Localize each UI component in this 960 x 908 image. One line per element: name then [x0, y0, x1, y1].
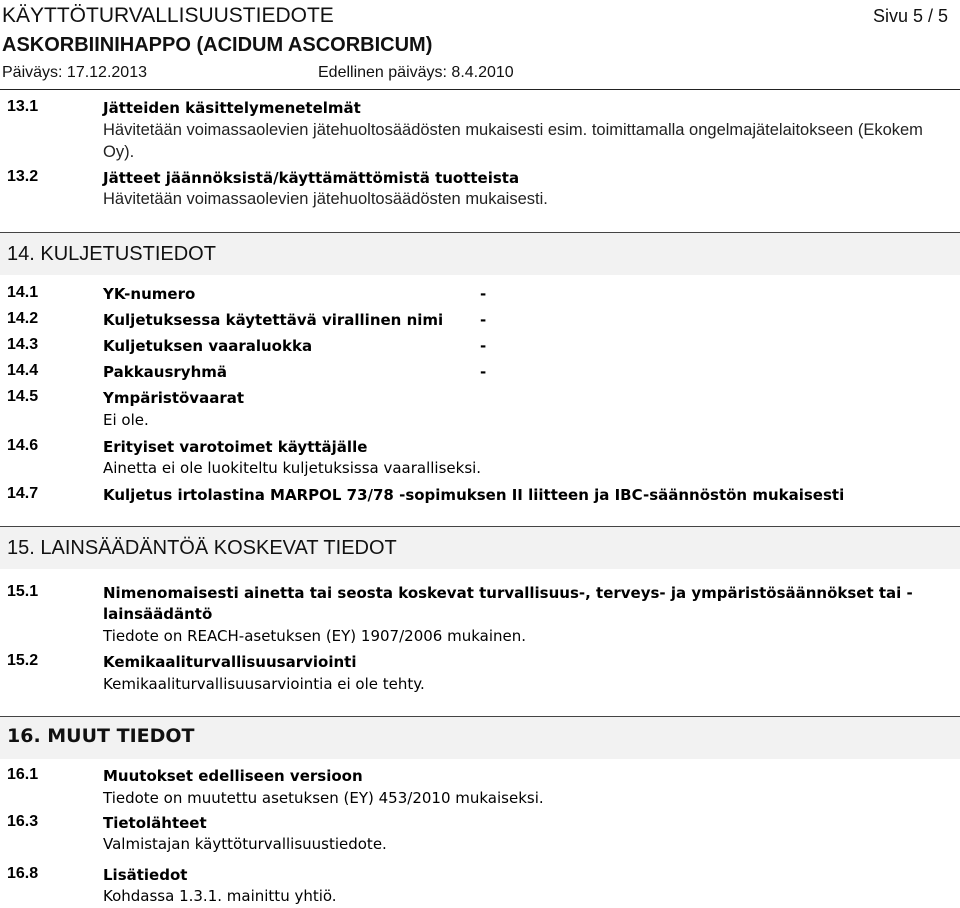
item-number: 13.1 — [7, 98, 39, 115]
substance-name: ASKORBIINIHAPPO (ACIDUM ASCORBICUM) — [2, 34, 433, 56]
item-number: 15.2 — [7, 652, 39, 669]
item-title: Jätteiden käsittelymenetelmät — [103, 99, 361, 117]
section-heading: 14. KULJETUSTIEDOT — [7, 243, 216, 265]
previous-date: Edellinen päiväys: 8.4.2010 — [318, 64, 514, 81]
item-text: Ei ole. — [103, 411, 149, 429]
item-number: 14.4 — [7, 362, 39, 379]
item-number: 14.6 — [7, 437, 39, 454]
item-title: Ympäristövaarat — [103, 389, 245, 407]
item-text: Kohdassa 1.3.1. mainittu yhtiö. — [103, 887, 337, 905]
item-title: Kuljetus irtolastina MARPOL 73/78 -sopimuksen II liitteen ja IBC-säännöstön mukaisesti — [103, 486, 845, 504]
item-title: Pakkausryhmä — [103, 363, 227, 381]
item-number: 14.1 — [7, 284, 39, 301]
item-text: Hävitetään voimassaolevien jätehuoltosäädösten mukaisesti esim. toimittamalla ongelmajätelaitokseen (Ekokem — [103, 121, 923, 139]
item-number: 14.7 — [7, 485, 39, 502]
item-number: 14.3 — [7, 336, 39, 353]
item-title: YK-numero — [103, 285, 196, 303]
item-title: Kuljetuksen vaaraluokka — [103, 337, 313, 355]
item-text: Kemikaaliturvallisuusarviointia ei ole tehty. — [103, 675, 425, 693]
item-number: 16.3 — [7, 813, 39, 830]
item-value: - — [480, 337, 487, 355]
item-title: Kemikaaliturvallisuusarviointi — [103, 653, 357, 671]
item-title: lainsäädäntö — [103, 605, 213, 623]
item-text: Tiedote on muutettu asetuksen (EY) 453/2010 mukaiseksi. — [103, 789, 544, 807]
item-number: 14.5 — [7, 388, 39, 405]
issue-date: Päiväys: 17.12.2013 — [2, 64, 147, 81]
document-title: KÄYTTÖTURVALLISUUSTIEDOTE — [2, 4, 334, 27]
item-title: Erityiset varotoimet käyttäjälle — [103, 438, 368, 456]
item-value: - — [480, 285, 487, 303]
item-title: Lisätiedot — [103, 866, 188, 884]
item-text: Valmistajan käyttöturvallisuustiedote. — [103, 835, 387, 853]
item-text: Hävitetään voimassaolevien jätehuoltosäädösten mukaisesti. — [103, 190, 548, 208]
item-value: - — [480, 311, 487, 329]
item-title: Jätteet jäännöksistä/käyttämättömistä tuotteista — [103, 169, 520, 187]
section-heading: 16. MUUT TIEDOT — [7, 725, 195, 747]
item-number: 13.2 — [7, 168, 39, 185]
item-title: Tietolähteet — [103, 814, 207, 832]
item-number: 15.1 — [7, 583, 39, 600]
item-title: Muutokset edelliseen versioon — [103, 767, 363, 785]
item-number: 16.1 — [7, 766, 39, 783]
page-number: Sivu 5 / 5 — [873, 6, 949, 26]
item-title: Nimenomaisesti ainetta tai seosta koskevat turvallisuus-, terveys- ja ympäristösäännökset tai - — [103, 584, 913, 602]
item-text: Ainetta ei ole luokiteltu kuljetuksissa vaaralliseksi. — [103, 459, 482, 477]
item-number: 14.2 — [7, 310, 39, 327]
item-text: Oy). — [103, 143, 135, 161]
item-text: Tiedote on REACH-asetuksen (EY) 1907/2006 mukainen. — [103, 627, 527, 645]
item-title: Kuljetuksessa käytettävä virallinen nimi — [103, 311, 444, 329]
section-heading: 15. LAINSÄÄDÄNTÖÄ KOSKEVAT TIEDOT — [7, 537, 397, 559]
header-divider — [0, 89, 960, 90]
item-number: 16.8 — [7, 865, 39, 882]
item-value: - — [480, 363, 487, 381]
